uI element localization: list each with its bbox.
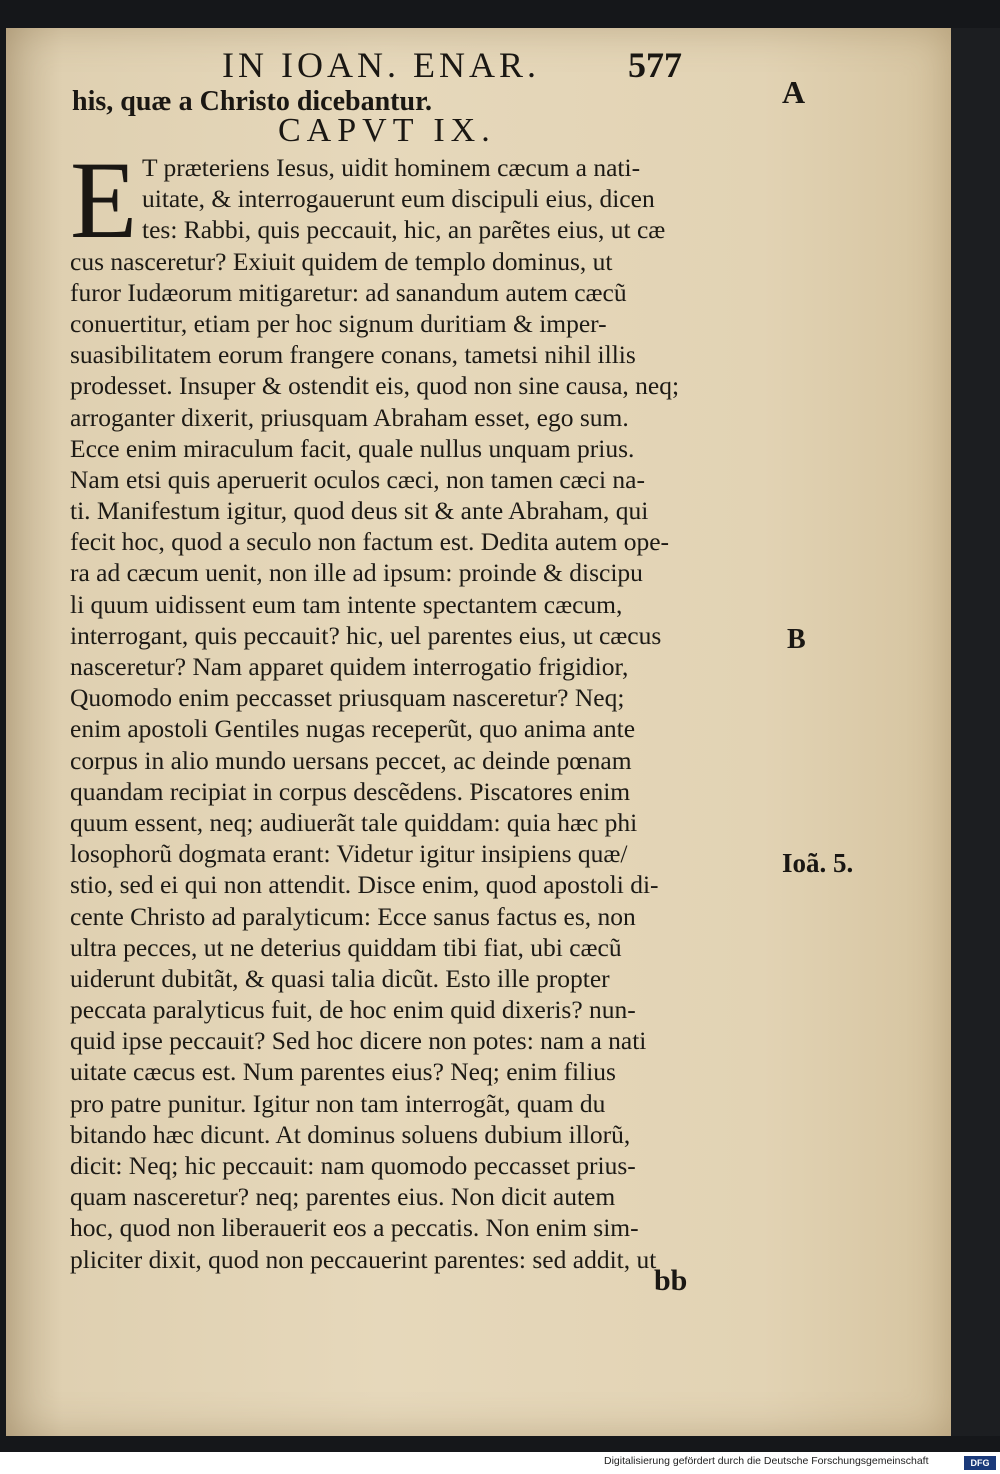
text-line: tes: Rabbi, quis peccauit, hic, an parẽtes eius, ut cæ (142, 215, 666, 245)
text-line: interrogant, quis peccauit? hic, uel parentes eius, ut cæcus (70, 620, 662, 650)
text-line: uitate, & interrogauerunt eum discipuli eius, dicen (142, 184, 655, 214)
text-line: ra ad cæcum uenit, non ille ad ipsum: proinde & discipu (70, 558, 643, 588)
text-line: furor Iudæorum mitigaretur: ad sanandum autem cæcũ (70, 277, 627, 307)
text-line: bitando hæc dicunt. At dominus soluens dubium illorũ, (70, 1119, 631, 1149)
marginal-citation: Ioã. 5. (782, 848, 854, 878)
text-line: nasceretur? Nam apparet quidem interrogatio frigidior, (70, 652, 629, 681)
text-line: Ecce enim miraculum facit, quale nullus unquam prius. (70, 433, 635, 463)
page-number: 577 (628, 45, 682, 85)
signature-mark: bb (654, 1264, 688, 1297)
chapter-title: CAPVT IX. (278, 112, 496, 149)
preceding-text-line: his, quæ a Christo dicebantur. (72, 86, 432, 117)
text-line: cus nasceretur? Exiuit quidem de templo dominus, ut (70, 246, 613, 276)
text-line: T præteriens Iesus, uidit hominem cæcum a nati- (142, 153, 641, 182)
text-line: ultra pecces, ut ne deterius quiddam tibi fiat, ubi cæcũ (70, 932, 622, 962)
body-text (70, 139, 770, 1275)
dfg-logo[interactable]: DFG (964, 1456, 996, 1470)
text-line: quum essent, neq; audiuerãt tale quiddam: quia hæc phi (70, 807, 638, 837)
text-line: quam nasceretur? neq; parentes eius. Non dicit autem (70, 1182, 616, 1212)
section-letter-a: A (782, 74, 806, 110)
text-line: quid ipse peccauit? Sed hoc dicere non potes: nam a nati (70, 1026, 647, 1056)
scan-edge (951, 28, 1000, 1436)
text-line: conuertitur, etiam per hoc signum duritiam & imper- (70, 308, 607, 338)
text-line: uitate cæcus est. Num parentes eius? Neq; enim filius (70, 1057, 616, 1087)
text-line: uiderunt dubitãt, & quasi talia dicũt. Esto ille propter (70, 963, 610, 993)
text-line: pro patre punitur. Igitur non tam interrogãt, quam du (70, 1088, 606, 1118)
text-line: prodesset. Insuper & ostendit eis, quod non sine causa, neq; (70, 371, 680, 401)
text-line: corpus in alio mundo uersans peccet, ac deinde pœnam (70, 745, 632, 775)
drop-cap: E (70, 139, 138, 261)
text-line: losophorũ dogmata erant: Videtur igitur insipiens quæ/ (70, 839, 628, 869)
text-line: peccata paralyticus fuit, de hoc enim quid dixeris? nun- (70, 995, 636, 1025)
section-letter-b: B (787, 624, 806, 655)
text-line: hoc, quod non liberauerit eos a peccatis. Non enim sim- (70, 1213, 639, 1243)
text-line: ti. Manifestum igitur, quod deus sit & ante Abraham, qui (70, 496, 649, 526)
text-line: pliciter dixit, quod non peccauerint parentes: sed addit, ut (70, 1244, 657, 1274)
text-line: suasibilitatem eorum frangere conans, tametsi nihil illis (70, 340, 636, 370)
text-line: quandam recipiat in corpus descẽdens. Piscatores enim (70, 776, 631, 806)
running-head: IN IOAN. ENAR. (222, 45, 540, 85)
text-line: cente Christo ad paralyticum: Ecce sanus factus es, non (70, 901, 636, 931)
text-line: li quum uidissent eum tam intente spectantem cæcum, (70, 589, 623, 619)
text-line: stio, sed ei qui non attendit. Disce enim, quod apostoli di- (70, 870, 659, 900)
text-line: Quomodo enim peccasset priusquam nasceretur? Neq; (70, 683, 625, 713)
text-line: dicit: Neq; hic peccauit: nam quomodo peccasset prius- (70, 1151, 636, 1180)
text-line: enim apostoli Gentiles nugas receperũt, quo anima ante (70, 714, 636, 744)
text-line: fecit hoc, quod a seculo non factum est. Dedita autem ope- (70, 527, 670, 557)
digitization-credit: Digitalisierung gefördert durch die Deutsche Forschungsgemeinschaft (604, 1455, 929, 1467)
text-line: Nam etsi quis aperuerit oculos cæci, non tamen cæci na- (70, 464, 645, 494)
text-line: arroganter dixerit, priusquam Abraham esset, ego sum. (70, 402, 629, 432)
